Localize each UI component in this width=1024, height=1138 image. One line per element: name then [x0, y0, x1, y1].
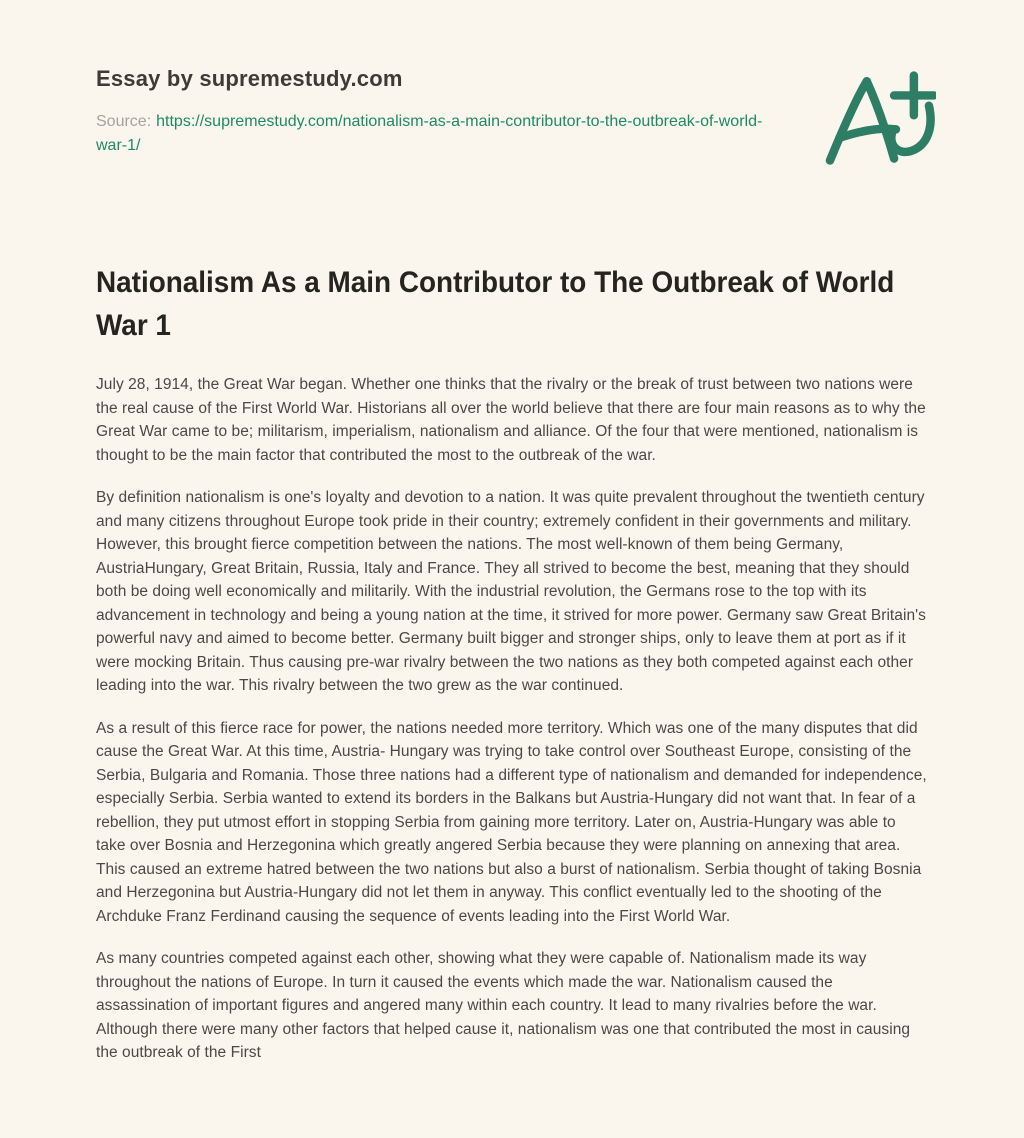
- essay-body: [96, 373, 928, 1065]
- essay-paragraph-4: As many countries competed against each other, showing what they were capable of. Nationalism made its way throughout the nations of Europe. In turn it caused the events which made the war. Nationalism caused the assassination of important figures and angered many within each country. It lead to many rivalries before the war. Although there were many other factors that helped cause it, nationalism was one that contributed the most in causing the outbreak of the First: [96, 950, 911, 1061]
- essay-content: [96, 261, 928, 1065]
- a-plus-logo-icon: [822, 70, 936, 173]
- source-line: [96, 110, 786, 158]
- essay-paragraph-3: As a result of this fierce race for power, the nations needed more territory. Which was one of the many disputes that did cause the Great War. At this time, Austria- Hungary was trying to take control over Southeast Europe, consisting of the Serbia, Bulgaria and Romania. Those three nations had a different type of nationalism and demanded for independence, especially Serbia. Serbia wanted to extend its borders in the Balkans but Austria-Hungary did not want that. In fear of a rebellion, they put utmost effort in stopping Serbia from gaining more territory. Later on, Austria-Hungary was able to take over Bosnia and Herzegonina which greatly angered Serbia because they were planning on annexing that area. This caused an extreme hatred between the two nations but also a burst of nationalism. Serbia thought of taking Bosnia and Herzegonina but Austria-Hungary did not let them in anyway. This conflict eventually led to the shooting of the Archduke Franz Ferdinand causing the sequence of events leading into the First World War.: [96, 719, 927, 925]
- source-label: Source:: [96, 113, 152, 130]
- source-link[interactable]: https://supremestudy.com/nationalism-as-a-main-contributor-to-the-outbreak-of-world-war-1/: [96, 113, 763, 154]
- essay-paragraph-1: July 28, 1914, the Great War began. Whether one thinks that the rivalry or the break of trust between two nations were the real cause of the First World War. Historians all over the world believe that there are four main reasons as to why the Great War came to be; militarism, imperialism, nationalism and alliance. Of the four that were mentioned, nationalism is thought to be the main factor that contributed the most to the outbreak of the war.: [96, 376, 926, 464]
- essay-title: Nationalism As a Main Contributor to The Outbreak of World War 1: [96, 266, 895, 342]
- document-header: [96, 60, 928, 173]
- header-text-block: [96, 60, 786, 158]
- essay-paragraph-2: By definition nationalism is one's loyalty and devotion to a nation. It was quite prevalent throughout the twentieth century and many citizens throughout Europe took pride in their country; extremely confident in their governments and military. However, this brought fierce competition between the nations. The most well-known of them being Germany, AustriaHungary, Great Britain, Russia, Italy and France. They all strived to become the best, meaning that they should both be doing well economically and militarily. With the industrial revolution, the Germans rose to the top with its advancement in technology and being a young nation at the time, it strived for more power. Germany saw Great Britain's powerful navy and aimed to become better. Germany built bigger and stronger ships, only to leave them at port as if it were mocking Britain. Thus causing pre-war rivalry between the two nations as they both competed against each other leading into the war. This rivalry between the two grew as the war continued.: [96, 489, 926, 694]
- header-title: Essay by supremestudy.com: [96, 66, 403, 91]
